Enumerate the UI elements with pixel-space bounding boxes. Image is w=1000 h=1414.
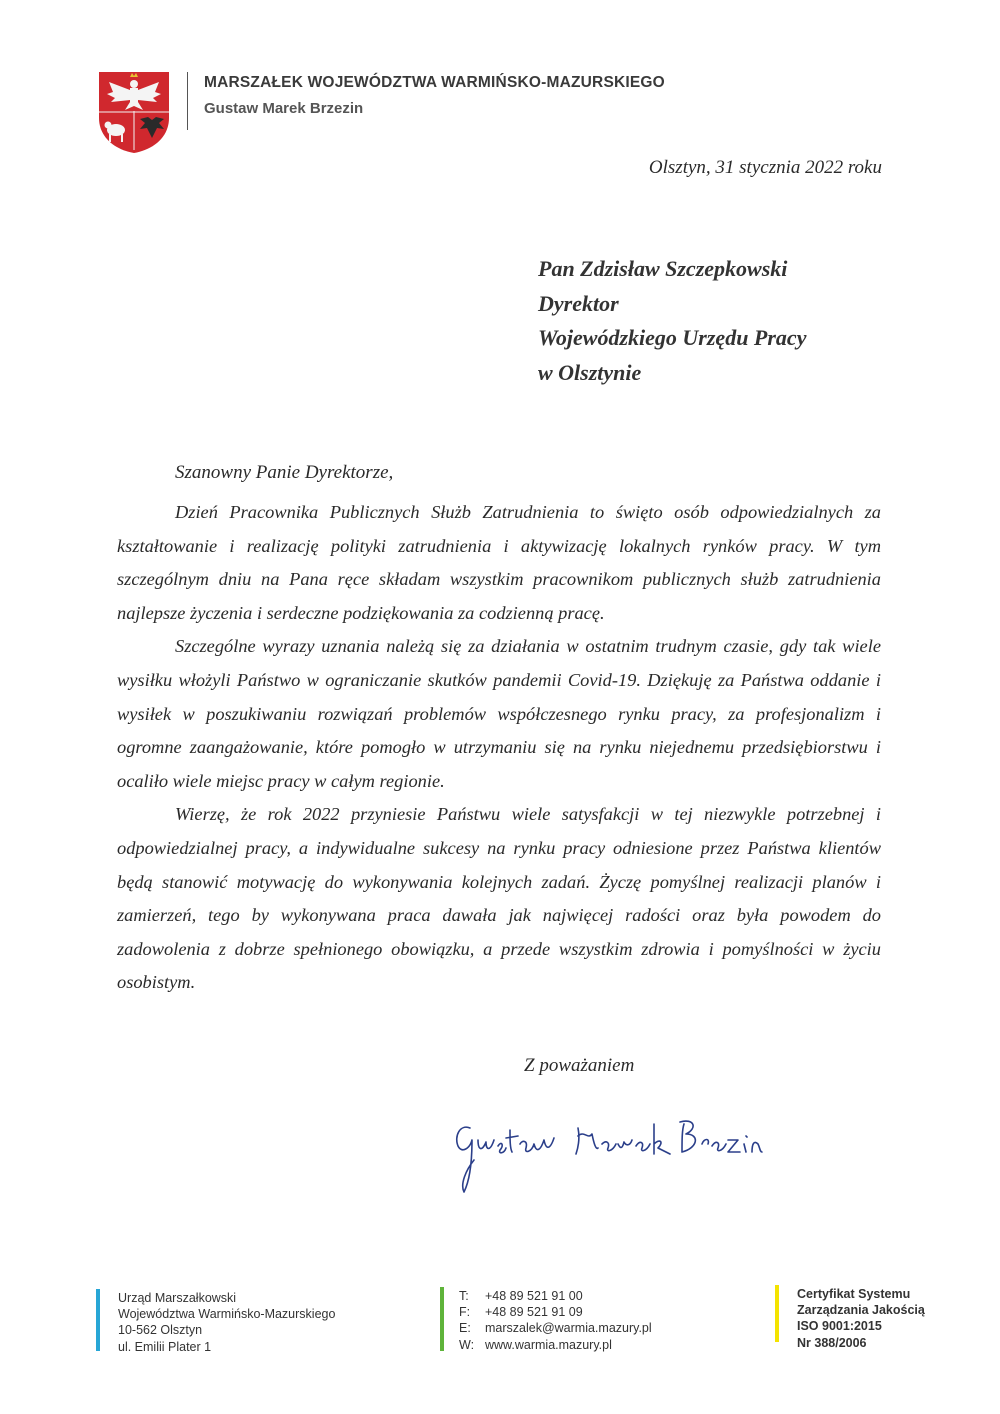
marshal-name: Gustaw Marek Brzezin xyxy=(204,100,364,117)
closing: Z poważaniem xyxy=(524,1055,635,1076)
recipient-line: Pan Zdzisław Szczepkowski xyxy=(538,256,788,281)
recipient-block xyxy=(538,252,806,390)
recipient-line: Wojewódzkiego Urzędu Pracy xyxy=(538,325,807,350)
contact-phone: T: +48 89 521 91 00 xyxy=(459,1289,583,1303)
recipient-line: w Olsztynie xyxy=(538,359,642,385)
contact-fax: F: +48 89 521 91 09 xyxy=(459,1305,583,1320)
footer-accent-bar xyxy=(775,1285,779,1342)
office-line: ul. Emilii Plater 1 xyxy=(118,1339,212,1354)
handwritten-signature xyxy=(448,1100,778,1200)
office-address xyxy=(118,1290,335,1355)
body-paragraph: Szczególne wyrazy uznania należą się za działania w ostatnim trudnym czasie, gdy tak wiele wysiłku włożyli Państwo w ograniczanie skutków pandemii Covid-19. Dziękuję za Państwa oddanie i wysiłek w poszukiwaniu rozwiązań problemów współczesnego rynku pracy, za profesjonalizm i ogromne zaangażowanie, które pomogło w utrzymaniu się na rynku niejednemu przedsiębiorstwu i ocaliło wiele miejsc pracy w całym regionie. xyxy=(117,636,881,791)
contact-list xyxy=(459,1288,652,1353)
office-line: Województwa Warmińsko-Mazurskiego xyxy=(118,1307,336,1322)
letter-body xyxy=(117,496,881,1000)
recipient-line: Dyrektor xyxy=(538,290,619,316)
salutation: Szanowny Panie Dyrektorze, xyxy=(175,462,394,483)
coat-of-arms-icon xyxy=(97,70,171,154)
footer-accent-bar xyxy=(440,1287,444,1351)
place-date: Olsztyn, 31 stycznia 2022 roku xyxy=(648,157,882,178)
body-paragraph: Wierzę, że rok 2022 przyniesie Państwu wiele satysfakcji w tej niezwykle potrzebnej i odpowiedzialnej pracy, a indywidualne sukcesy na rynku pracy odniesione przez Państwa klientów będą stanowić motywację do wykonywania kolejnych zadań. Życzę pomyślnej realizacji planów i zamierzeń, tego by wykonywana praca dawała jak najwięcej radości oraz była powodem do zadowolenia z dobrze spełnionego obowiązku, a przede wszystkim zdrowia i pomyślności w życiu osobistym. xyxy=(117,804,881,993)
quality-certificate xyxy=(797,1286,925,1351)
contact-website: W: www.warmia.mazury.pl xyxy=(459,1337,612,1352)
certificate-line: ISO 9001:2015 xyxy=(797,1319,882,1334)
footer-accent-bar xyxy=(96,1289,100,1351)
body-paragraph: Dzień Pracownika Publicznych Służb Zatrudnienia to święto osób odpowiedzialnych za kształtowanie i realizację polityki zatrudnienia i aktywizację lokalnych rynków pracy. W tym szczególnym dniu na Pana ręce składam wszystkim pracownikom publicznych służb zatrudnienia najlepsze życzenia i serdeczne podziękowania za codzienną pracę. xyxy=(117,502,881,623)
office-line: Urząd Marszałkowski xyxy=(118,1291,237,1305)
certificate-line: Zarządzania Jakością xyxy=(797,1303,925,1318)
office-title: MARSZAŁEK WOJEWÓDZTWA WARMIŃSKO-MAZURSKIEGO xyxy=(204,74,665,91)
office-line: 10-562 Olsztyn xyxy=(118,1323,203,1338)
certificate-line: Nr 388/2006 xyxy=(797,1335,867,1350)
contact-email: E: marszalek@warmia.mazury.pl xyxy=(459,1321,652,1336)
certificate-line: Certyfikat Systemu xyxy=(797,1287,911,1301)
header-divider xyxy=(187,72,188,130)
